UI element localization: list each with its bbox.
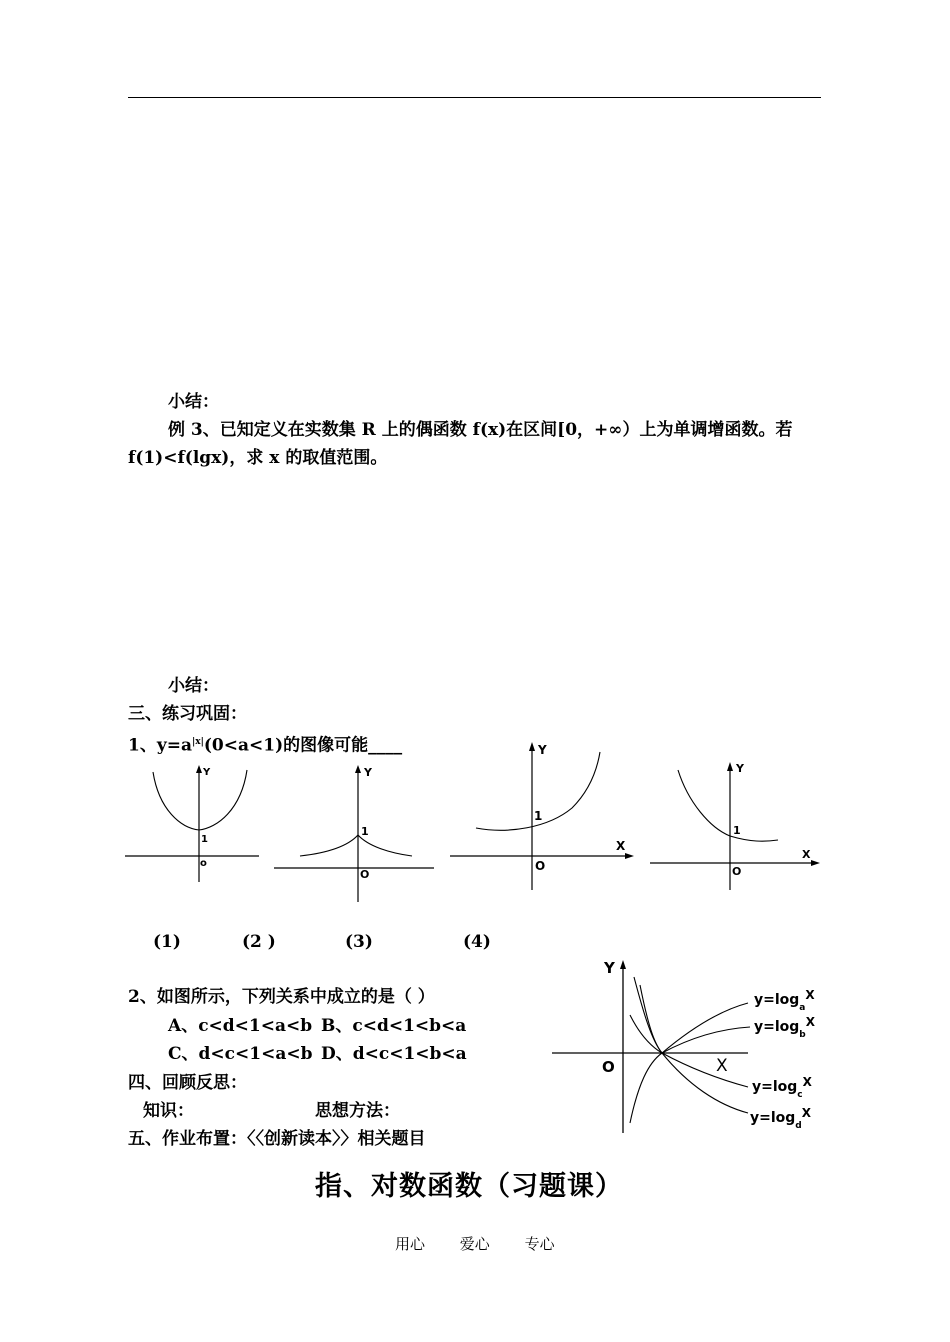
label-log-a bbox=[754, 988, 815, 1013]
graph-2 bbox=[272, 760, 437, 905]
y-arrow-icon bbox=[196, 765, 202, 773]
method-label: 思想方法： bbox=[315, 1101, 400, 1121]
one-label: 1 bbox=[201, 834, 208, 845]
label-log-c bbox=[752, 1075, 813, 1100]
footer-item-2: 爱心 bbox=[459, 1235, 490, 1253]
label-log-d bbox=[750, 1106, 812, 1131]
origin-label: o bbox=[200, 858, 207, 869]
y-label: Y bbox=[604, 959, 615, 977]
q1-exponent: |x| bbox=[191, 737, 204, 747]
section-4-heading: 四、回顾反思： bbox=[128, 1073, 247, 1093]
curve bbox=[678, 770, 778, 841]
y-arrow-icon bbox=[620, 960, 626, 969]
q1-suffix: (0<a<1)的图像可能____ bbox=[203, 735, 403, 756]
y-label: Y bbox=[538, 743, 547, 757]
footer-item-3: 专心 bbox=[524, 1235, 555, 1253]
log-functions-graph bbox=[548, 955, 830, 1135]
graph-1 bbox=[125, 760, 265, 885]
option-c: C、d<c<1<a<b bbox=[168, 1044, 313, 1064]
y-arrow-icon bbox=[727, 762, 733, 771]
x-arrow-icon bbox=[625, 853, 634, 859]
question-2-stem: 2、如图所示，下列关系中成立的是（ ） bbox=[128, 987, 435, 1007]
graph-label-1: (1) bbox=[153, 932, 181, 952]
curve-d bbox=[630, 1053, 748, 1123]
option-a: A、c<d<1<a<b bbox=[168, 1016, 313, 1036]
summary-label-2: 小结： bbox=[168, 676, 219, 696]
curve bbox=[300, 835, 412, 856]
label-log-b-pre: y=log bbox=[754, 1019, 800, 1035]
label-log-d-sub: d bbox=[795, 1121, 802, 1131]
curve bbox=[153, 770, 247, 830]
label-log-b bbox=[754, 1015, 816, 1040]
label-log-a-sub: a bbox=[799, 1003, 806, 1013]
knowledge-label: 知识： bbox=[143, 1101, 194, 1121]
y-label: Y bbox=[364, 766, 372, 779]
curve-b bbox=[634, 977, 750, 1053]
origin-label: O bbox=[732, 865, 742, 878]
label-log-c-post: X bbox=[802, 1075, 812, 1089]
label-log-b-post: X bbox=[805, 1015, 816, 1029]
example3-line1: 例 3、已知定义在实数集 R 上的偶函数 f(x)在区间[0，+∞）上为单调增函数。若 bbox=[168, 420, 793, 440]
example3-line2: f(1)<f(lgx)，求 x 的取值范围。 bbox=[128, 448, 388, 468]
y-arrow-icon bbox=[355, 765, 361, 773]
option-b: B、c<d<1<b<a bbox=[321, 1016, 467, 1036]
document-title: 指、对数函数（习题课） bbox=[315, 1171, 623, 1202]
label-log-c-pre: y=log bbox=[752, 1079, 798, 1095]
one-label: 1 bbox=[534, 809, 543, 823]
one-label: 1 bbox=[733, 824, 741, 837]
graph-label-3: (3) bbox=[345, 932, 373, 952]
curve-c bbox=[640, 985, 748, 1087]
y-arrow-icon bbox=[529, 742, 535, 751]
x-label: X bbox=[716, 1056, 728, 1076]
y-label: Y bbox=[203, 767, 211, 778]
y-label: Y bbox=[736, 762, 744, 775]
label-log-c-sub: c bbox=[797, 1090, 803, 1100]
label-log-a-post: X bbox=[805, 988, 815, 1002]
origin-label: O bbox=[535, 859, 546, 873]
x-arrow-icon bbox=[811, 860, 820, 866]
origin-label: O bbox=[360, 868, 370, 881]
footer-item-1: 用心 bbox=[395, 1235, 426, 1253]
label-log-d-post: X bbox=[801, 1106, 812, 1120]
summary-label-1: 小结： bbox=[168, 392, 219, 412]
section-5-heading: 五、作业布置：〈〈创新读本〉〉相关题目 bbox=[128, 1129, 426, 1149]
question-1 bbox=[128, 731, 402, 757]
x-label: X bbox=[616, 839, 626, 853]
header-rule bbox=[128, 97, 821, 98]
label-log-d-pre: y=log bbox=[750, 1110, 796, 1126]
section-3-heading: 三、练习巩固： bbox=[128, 704, 247, 724]
option-d: D、d<c<1<b<a bbox=[321, 1044, 467, 1064]
graph-4 bbox=[648, 758, 823, 893]
one-label: 1 bbox=[361, 825, 369, 838]
graph-3 bbox=[448, 738, 638, 893]
curve-a bbox=[630, 1003, 748, 1053]
q1-prefix: 1、y=a bbox=[128, 735, 192, 756]
graph-label-4: (4) bbox=[463, 932, 491, 952]
footer bbox=[395, 1233, 585, 1254]
origin-label: O bbox=[602, 1058, 615, 1076]
label-log-a-pre: y=log bbox=[754, 992, 800, 1008]
x-label: X bbox=[802, 848, 811, 861]
label-log-b-sub: b bbox=[799, 1030, 806, 1040]
graph-label-2: (2 ) bbox=[242, 932, 276, 952]
